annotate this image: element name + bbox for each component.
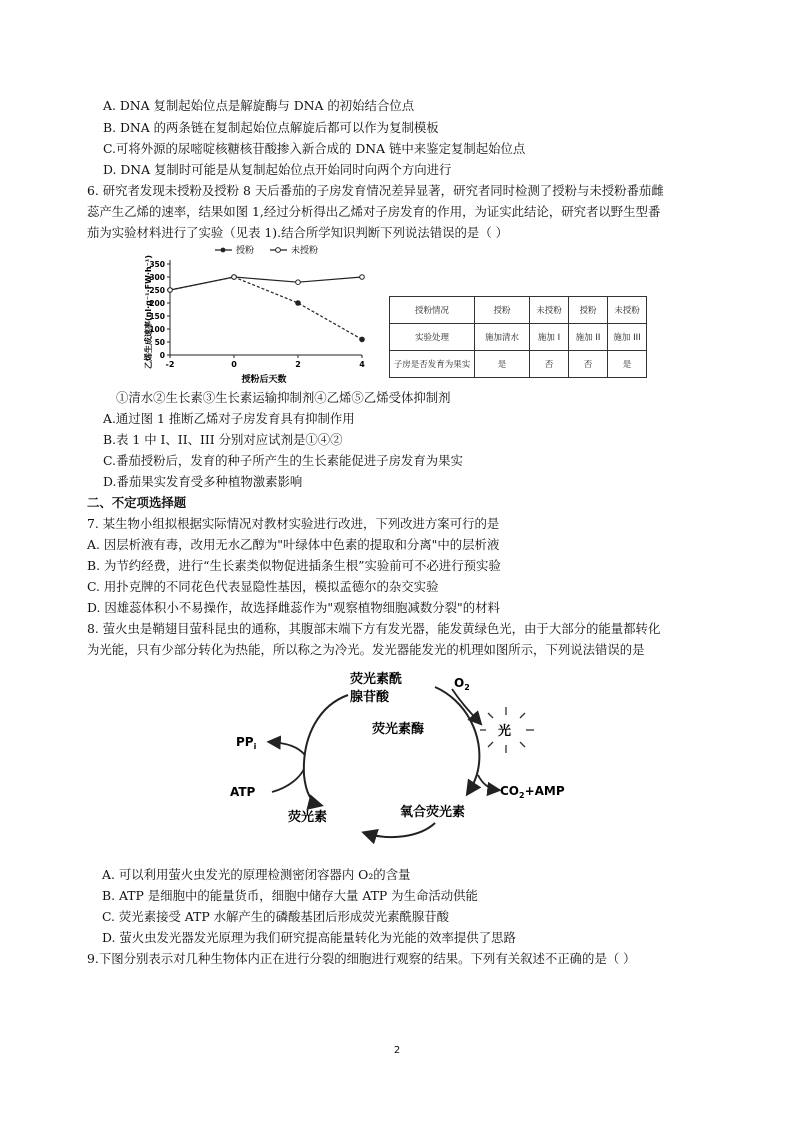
q8-stem-line-1: 8. 萤火虫是鞘翅目萤科昆虫的通称，其腹部末端下方有发光器，能发黄绿色光，由于大部分的能量都转化 bbox=[87, 621, 661, 636]
data-point bbox=[360, 275, 365, 280]
q6-reagent-list: ①清水②生长素③生长素运输抑制剂④乙烯⑤乙烯受体抑制剂 bbox=[116, 390, 451, 405]
label-luciferase: 荧光素酶 bbox=[372, 722, 425, 737]
q8-stem-line-2: 为光能，只有少部分转化为热能，所以称之为冷光。发光器能发光的机理如图所示，下列说法错误的是 bbox=[87, 642, 645, 657]
y-tick-label: 0 bbox=[159, 351, 165, 360]
label-ppi: $PP_i$ bbox=[236, 735, 257, 751]
label-co2-amp: $CO_2+AMP$ bbox=[500, 784, 565, 800]
y-tick-label: 200 bbox=[149, 299, 165, 308]
table-cell: 未授粉 bbox=[608, 297, 647, 324]
data-point bbox=[232, 275, 237, 280]
data-point bbox=[168, 288, 173, 293]
y-tick-label: 50 bbox=[154, 338, 165, 347]
luciferase-cycle-diagram bbox=[220, 665, 600, 850]
y-tick-label: 100 bbox=[149, 325, 165, 334]
table-cell: 是 bbox=[475, 351, 530, 378]
x-tick-label: -2 bbox=[165, 360, 175, 369]
x-tick-label: 4 bbox=[359, 360, 365, 369]
q9-stem: 9.下图分别表示对几种生物体内正在进行分裂的细胞进行观察的结果。下列有关叙述不正确的是（ ） bbox=[87, 951, 636, 966]
table-cell: 否 bbox=[569, 351, 608, 378]
y-tick-label: 150 bbox=[149, 312, 165, 321]
table-cell: 子房是否发育为果实 bbox=[390, 351, 475, 378]
q5-option-c: C.可将外源的尿嘧啶核糖核苷酸掺入新合成的 DNA 链中来鉴定复制起始位点 bbox=[103, 141, 526, 156]
cycle-arrow-bottom bbox=[365, 823, 435, 837]
q8-option-b: B. ATP 是细胞中的能量货币，细胞中储存大量 ATP 为生命活动供能 bbox=[102, 888, 478, 903]
q5-option-b: B. DNA 的两条链在复制起始位点解旋后都可以作为复制模板 bbox=[103, 120, 439, 135]
y-tick-label: 350 bbox=[149, 260, 165, 269]
q5-option-d: D. DNA 复制时可能是从复制起始位点开始同时向两个方向进行 bbox=[103, 162, 452, 177]
legend-unpollinated-label: 未授粉 bbox=[291, 246, 319, 256]
table-cell: 实验处理 bbox=[390, 324, 475, 351]
table-row bbox=[390, 351, 647, 378]
q6-option-b: B.表 1 中 I、II、III 分别对应试剂是①④② bbox=[103, 432, 343, 447]
table-row bbox=[390, 297, 647, 324]
ethylene-rate-chart bbox=[140, 242, 380, 390]
table-cell: 授粉情况 bbox=[390, 297, 475, 324]
ppi-out-arrow bbox=[270, 742, 305, 755]
series-line-2 bbox=[170, 277, 362, 290]
page-number: 2 bbox=[393, 1045, 401, 1056]
q5-option-a: A. DNA 复制起始位点是解旋酶与 DNA 的初始结合位点 bbox=[103, 98, 415, 113]
q6-option-d: D.番茄果实发育受多种植物激素影响 bbox=[103, 474, 303, 489]
q7-stem: 7. 某生物小组拟根据实际情况对教材实验进行改进，下列改进方案可行的是 bbox=[87, 516, 500, 531]
label-o2: $O_2$ bbox=[454, 676, 470, 692]
q8-option-a: A. 可以利用萤火虫发光的原理检测密闭容器内 O₂的含量 bbox=[102, 867, 411, 882]
label-luciferin: 荧光素 bbox=[288, 810, 328, 825]
table-cell: 施加 I bbox=[530, 324, 569, 351]
y-tick-label: 250 bbox=[149, 286, 165, 295]
table-cell: 授粉 bbox=[569, 297, 608, 324]
cycle-arrow-right bbox=[435, 687, 479, 793]
table-cell: 未授粉 bbox=[530, 297, 569, 324]
data-point bbox=[296, 301, 301, 306]
atp-in-arrow bbox=[272, 769, 304, 792]
table-cell: 授粉 bbox=[475, 297, 530, 324]
label-light: 光 bbox=[498, 724, 512, 739]
table-cell: 施加清水 bbox=[475, 324, 530, 351]
q6-option-a: A.通过图 1 推断乙烯对子房发育具有抑制作用 bbox=[103, 411, 355, 426]
y-tick-label: 300 bbox=[149, 273, 165, 282]
q7-option-b: B. 为节约经费，进行“生长素类似物促进插条生根”实验前可不必进行预实验 bbox=[87, 558, 501, 573]
label-luciferyl-adenylate-1: 荧光素酰 bbox=[350, 672, 403, 687]
q8-option-d: D. 萤火虫发光器发光原理为我们研究提高能量转化为光能的效率提供了思路 bbox=[102, 930, 516, 945]
label-luciferyl-adenylate-2: 腺苷酸 bbox=[350, 690, 390, 705]
data-point bbox=[296, 280, 301, 285]
o2-in-arrow bbox=[452, 689, 480, 723]
chart-legend bbox=[215, 244, 318, 256]
q7-option-a: A. 因层析液有毒，改用无水乙醇为"叶绿体中色素的提取和分离"中的层析液 bbox=[87, 537, 500, 552]
table-cell: 施加 II bbox=[569, 324, 608, 351]
series-line-1 bbox=[170, 277, 362, 339]
legend-pollinated-label: 授粉 bbox=[236, 246, 255, 256]
label-oxyluciferin: 氧合荧光素 bbox=[400, 805, 466, 820]
table-row bbox=[390, 324, 647, 351]
section-2-title: 二、不定项选择题 bbox=[87, 495, 187, 510]
data-point bbox=[360, 337, 365, 342]
x-tick-label: 2 bbox=[295, 360, 301, 369]
table-cell: 否 bbox=[530, 351, 569, 378]
q6-stem-line-1: 6. 研究者发现未授粉及授粉 8 天后番茄的子房发育情况差异显著，研究者同时检测了授粉与未授粉番茄雌 bbox=[87, 183, 664, 198]
y-axis-label: 乙烯生成速率(nl·g⁻¹·FW·h⁻¹) bbox=[144, 254, 153, 370]
q6-option-c: C.番茄授粉后，发育的种子所产生的生长素能促进子房发育为果实 bbox=[103, 453, 463, 468]
x-tick-label: 0 bbox=[231, 360, 237, 369]
q8-option-c: C. 荧光素接受 ATP 水解产生的磷酸基团后形成荧光素酰腺苷酸 bbox=[102, 909, 450, 924]
q7-option-d: D. 因雄蕊体积小不易操作，故选择雌蕊作为"观察植物细胞减数分裂"的材料 bbox=[87, 600, 500, 615]
q6-stem-line-3: 茄为实验材料进行了实验（见表 1).结合所学知识判断下列说法错误的是（ ） bbox=[87, 225, 509, 240]
x-axis-label: 授粉后天数 bbox=[241, 375, 287, 385]
q7-option-c: C. 用扑克牌的不同花色代表显隐性基因，模拟孟德尔的杂交实验 bbox=[87, 579, 439, 594]
table-1 bbox=[389, 296, 647, 378]
co2-out-arrow bbox=[478, 775, 498, 790]
q6-stem-line-2: 蕊产生乙烯的速率，结果如图 1,经过分析得出乙烯对子房发育的作用，为证实此结论，研究者以野生型番 bbox=[87, 204, 661, 219]
table-cell: 施加 III bbox=[608, 324, 647, 351]
cycle-arrow-left bbox=[304, 695, 348, 805]
label-atp: ATP bbox=[230, 785, 256, 799]
table-cell: 是 bbox=[608, 351, 647, 378]
